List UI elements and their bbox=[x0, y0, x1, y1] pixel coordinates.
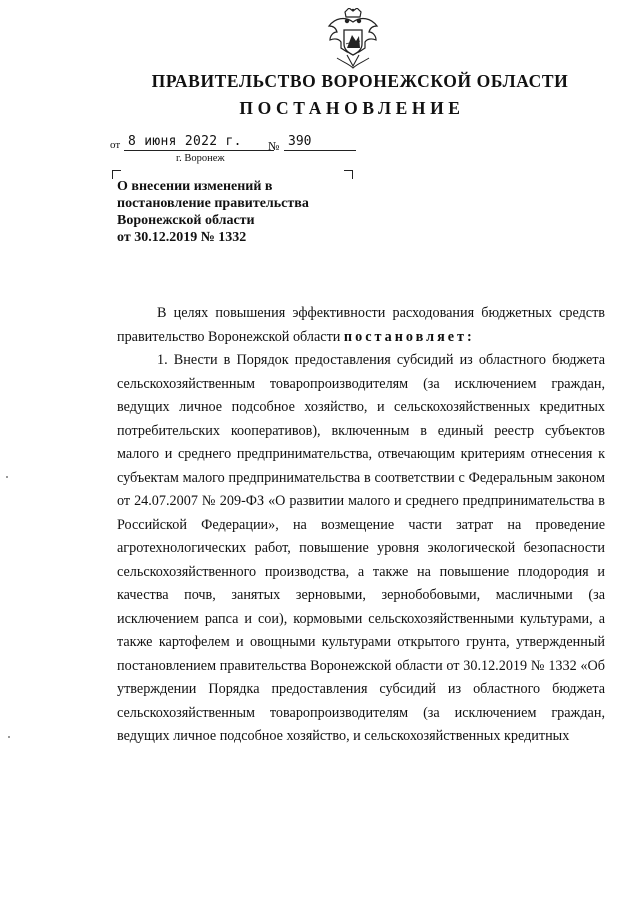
item-1-paragraph: 1. Внести в Порядок предоставления субсидий из областного бюджета сельскохозяйственным товаропроизводителям (за исключением граждан, ведущих личное подсобное хозяйство, и сельскохозяйственных кредитных потребительских кооперативов), включенным в единый реестр субъектов малого и среднего предпринимательства, отвечающим критериям отнесения к субъектам малого предпринимательства в соответствии с Федеральным законом от 24.07.2007 № 209-ФЗ «О развитии малого и среднего предпринимательства в Российской Федерации», на возмещение части затрат на проведение агротехнологических работ, повышение уровня экологической безопасности сельскохозяйственного производства, а также на повышение плодородия и качества почв, занятых зерновыми, зернобобовыми, масличными (за исключением рапса и сои), кормовыми сельскохозяйственными культурами, а также картофелем и овощными культурами открытого грунта, утвержденный постановлением правительства Воронежской области от 30.12.2019 № 1332 «Об утверждении Порядка предоставления субсидий из областного бюджета сельскохозяйственным товаропроизводителям (за исключением граждан, ведущих личное подсобное хозяйство, и сельскохозяйственных кредитных bbox=[117, 352, 605, 744]
coat-of-arms-icon bbox=[327, 8, 379, 72]
decree-word: постановляет: bbox=[343, 328, 475, 345]
number-label: № bbox=[268, 139, 280, 153]
scan-speck bbox=[8, 736, 10, 738]
subject-line: от 30.12.2019 № 1332 bbox=[117, 230, 247, 245]
scan-speck bbox=[6, 476, 8, 478]
intro-text: В целях повышения эффективности расходования бюджетных средств правительство Воронежской области bbox=[117, 305, 605, 345]
subject-line: О внесении изменений в bbox=[117, 179, 273, 194]
document-number: 390 bbox=[284, 134, 356, 151]
document-subject bbox=[117, 178, 357, 246]
government-name: ПРАВИТЕЛЬСТВО ВОРОНЕЖСКОЙ ОБЛАСТИ bbox=[151, 71, 569, 91]
document-type: ПОСТАНОВЛЕНИЕ bbox=[239, 98, 465, 118]
document-body bbox=[117, 302, 605, 749]
intro-paragraph bbox=[117, 302, 605, 349]
city: г. Воронеж bbox=[176, 153, 225, 164]
document-date: 8 июня 2022 г. bbox=[124, 134, 274, 151]
date-prefix: от bbox=[110, 139, 121, 151]
subject-line: постановление правительства bbox=[117, 196, 309, 211]
subject-line: Воронежской области bbox=[117, 213, 255, 228]
